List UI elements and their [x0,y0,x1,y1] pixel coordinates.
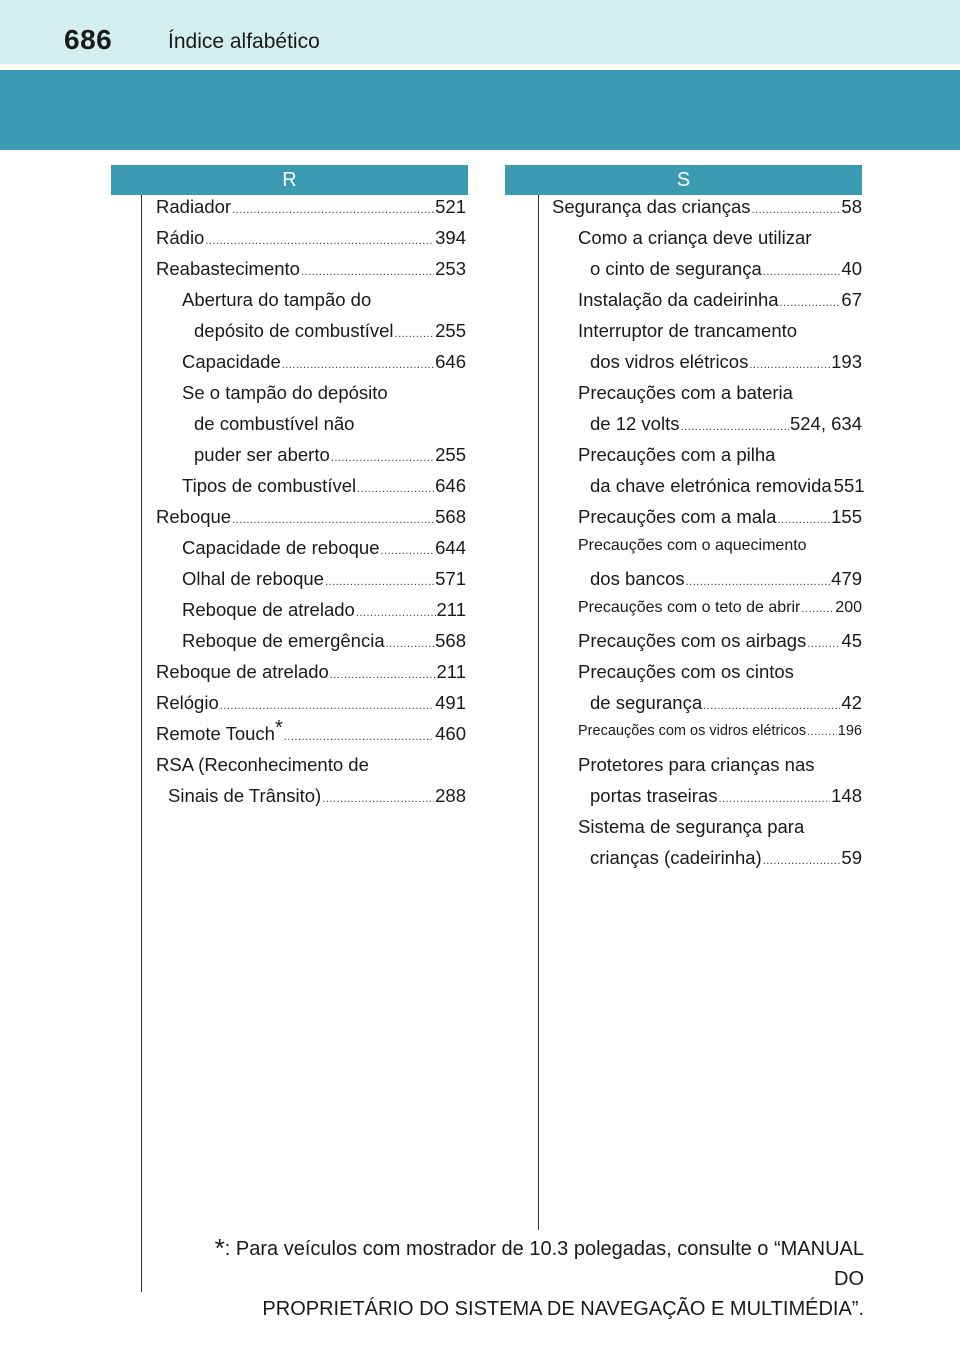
index-subentry[interactable] [552,847,862,878]
index-subentry [156,382,466,413]
index-entry[interactable] [156,258,466,289]
leader-dots [232,204,434,216]
index-entry [156,754,466,785]
footnote-line-1: : Para veículos com mostrador de 10.3 polegadas, consulte o “MANUAL DO [224,1238,864,1290]
leader-dots [780,297,841,309]
index-subentry[interactable] [552,630,862,661]
leader-dots [205,235,434,247]
index-entry[interactable] [156,227,466,258]
entry-page: 193 [831,351,862,372]
entry-text: da chave eletrónica removida [590,475,832,496]
entry-text: Reboque [156,506,232,527]
index-entry[interactable] [156,661,466,692]
leader-dots [381,545,435,557]
leader-dots [325,576,434,588]
entry-page: 551 [833,475,865,496]
footnote-marker: * [274,717,283,739]
footnote [180,1233,864,1324]
column-divider-middle [538,195,539,1230]
entry-text: dos bancos [590,568,685,589]
entry-text-remote-touch: Remote Touch [156,723,275,744]
leader-dots [751,204,840,216]
header-bar [0,0,960,64]
leader-dots [301,266,434,278]
index-entry-continuation[interactable] [156,785,466,816]
entry-page: 58 [841,196,862,217]
index-subentry [156,413,466,444]
entry-page: 491 [435,692,466,713]
index-subentry[interactable] [552,289,862,320]
column-divider-left [141,195,142,1292]
entry-text: Precauções com os airbags [578,630,807,651]
entry-page: 288 [435,785,466,806]
leader-dots [686,576,831,588]
leader-dots [284,731,434,743]
leader-dots [680,421,789,433]
letter-header-s: S [505,165,862,195]
entry-page: 646 [435,351,466,372]
index-column-r [156,196,466,816]
index-subentry [552,382,862,413]
leader-dots [763,266,841,278]
entry-page: 255 [435,320,466,341]
index-subentry[interactable] [156,630,466,661]
leader-dots [807,638,840,650]
entry-page: 460 [435,723,466,744]
entry-page: 211 [436,661,466,682]
entry-page: 571 [435,568,466,589]
entry-page: 394 [435,227,466,248]
entry-text: Precauções com os cintos [578,661,794,682]
leader-dots [282,359,434,371]
entry-text: Reboque de atrelado [182,599,355,620]
index-subentry [552,816,862,847]
page-number: 686 [64,24,113,55]
index-column-s [552,196,865,878]
entry-text: portas traseiras [590,785,718,806]
index-subentry[interactable] [156,599,466,630]
index-entry[interactable] [156,717,466,754]
index-subentry[interactable] [156,537,466,568]
leader-dots [703,700,840,712]
entry-page: 196 [837,723,862,739]
entry-page: 479 [831,568,862,589]
entry-page: 211 [436,599,466,620]
entry-page: 148 [831,785,862,806]
entry-page: 45 [841,630,862,651]
index-subentry [552,444,862,475]
entry-text: de 12 volts [590,413,680,434]
entry-page: 67 [841,289,862,310]
entry-page: 155 [831,506,862,527]
entry-text: Capacidade [182,351,281,372]
leader-dots [232,514,434,526]
entry-text: Como a criança deve utilizar [578,227,812,248]
entry-text: Interruptor de trancamento [578,320,798,341]
entry-text: Sistema de segurança para [578,816,805,837]
entry-text: crianças (cadeirinha) [590,847,762,868]
index-subentry[interactable] [552,413,862,444]
index-subentry[interactable] [156,320,466,351]
section-title: Índice alfabético [168,30,320,53]
leader-dots [395,328,435,340]
leader-dots [220,700,434,712]
index-subentry[interactable] [552,475,865,506]
entry-text: Relógio [156,692,219,713]
index-subentry[interactable] [552,599,862,630]
entry-text: Precauções com o teto de abrir [578,599,801,616]
leader-dots [801,603,834,615]
entry-page: 40 [841,258,862,279]
entry-page: 568 [435,506,466,527]
leader-dots [719,793,831,805]
entry-page: 644 [435,537,466,558]
footnote-line-2: PROPRIETÁRIO DO SISTEMA DE NAVEGAÇÃO E MULTIMÉDIA”. [262,1298,864,1320]
entry-text: Tipos de combustível [182,475,357,496]
entry-text: Abertura do tampão do [182,289,372,310]
index-subentry[interactable] [552,506,862,537]
entry-text: Rádio [156,227,205,248]
entry-text: depósito de combustível [194,320,394,341]
letter-header-r: R [111,165,468,195]
entry-text: Radiador [156,196,232,217]
entry-text: Protetores para crianças nas [578,754,815,775]
entry-text [156,717,283,745]
entry-page: 524, 634 [789,413,862,434]
index-subentry[interactable] [552,258,862,289]
index-entry[interactable] [552,196,862,227]
leader-dots [749,359,830,371]
index-subentry[interactable] [156,444,466,475]
index-subentry[interactable] [552,351,862,382]
leader-dots [322,793,434,805]
entry-text: dos vidros elétricos [590,351,749,372]
entry-text: Se o tampão do depósito [182,382,388,403]
entry-page: 59 [841,847,862,868]
index-subentry[interactable] [156,475,466,506]
entry-text: de segurança [590,692,703,713]
index-subentry [552,537,862,568]
entry-text: Reboque de atrelado [156,661,329,682]
index-entry[interactable] [156,692,466,723]
entry-text: Precauções com a mala [578,506,777,527]
entry-text: Instalação da cadeirinha [578,289,779,310]
index-subentry[interactable] [552,692,862,723]
leader-dots [331,452,434,464]
leader-dots [777,514,830,526]
entry-text: RSA (Reconhecimento de [156,754,369,775]
entry-page: 646 [435,475,466,496]
leader-dots [386,638,435,650]
index-subentry [552,661,862,692]
leader-dots [356,607,436,619]
entry-page: 568 [435,630,466,651]
leader-dots [357,483,434,495]
entry-page: 42 [841,692,862,713]
entry-text: Precauções com os vidros elétricos [578,723,807,739]
leader-dots [763,855,841,867]
leader-dots [807,726,837,738]
entry-text: puder ser aberto [194,444,330,465]
entry-text: Reboque de emergência [182,630,385,651]
index-subentry [156,289,466,320]
index-subentry[interactable] [156,568,466,599]
index-subentry[interactable] [156,351,466,382]
entry-text: Precauções com a bateria [578,382,793,403]
entry-text: Reabastecimento [156,258,300,279]
entry-text: Sinais de Trânsito) [168,785,322,806]
index-subentry[interactable] [552,723,862,754]
entry-page: 521 [435,196,466,217]
entry-text: o cinto de segurança [590,258,762,279]
index-subentry[interactable] [552,568,862,599]
index-subentry [552,754,862,785]
entry-text: de combustível não [194,413,355,434]
entry-text: Precauções com a pilha [578,444,776,465]
footnote-marker: * [214,1233,225,1263]
entry-text: Precauções com o aquecimento [578,537,807,554]
entry-page: 255 [435,444,466,465]
index-entry[interactable] [156,506,466,537]
entry-text: Capacidade de reboque [182,537,380,558]
index-subentry [552,227,862,258]
leader-dots [330,669,436,681]
index-subentry [552,320,862,351]
index-subentry[interactable] [552,785,862,816]
index-entry[interactable] [156,196,466,227]
entry-page: 253 [435,258,466,279]
entry-page: 200 [835,599,862,616]
entry-text: Olhal de reboque [182,568,324,589]
decorative-band [0,70,960,150]
entry-text: Segurança das crianças [552,196,751,217]
